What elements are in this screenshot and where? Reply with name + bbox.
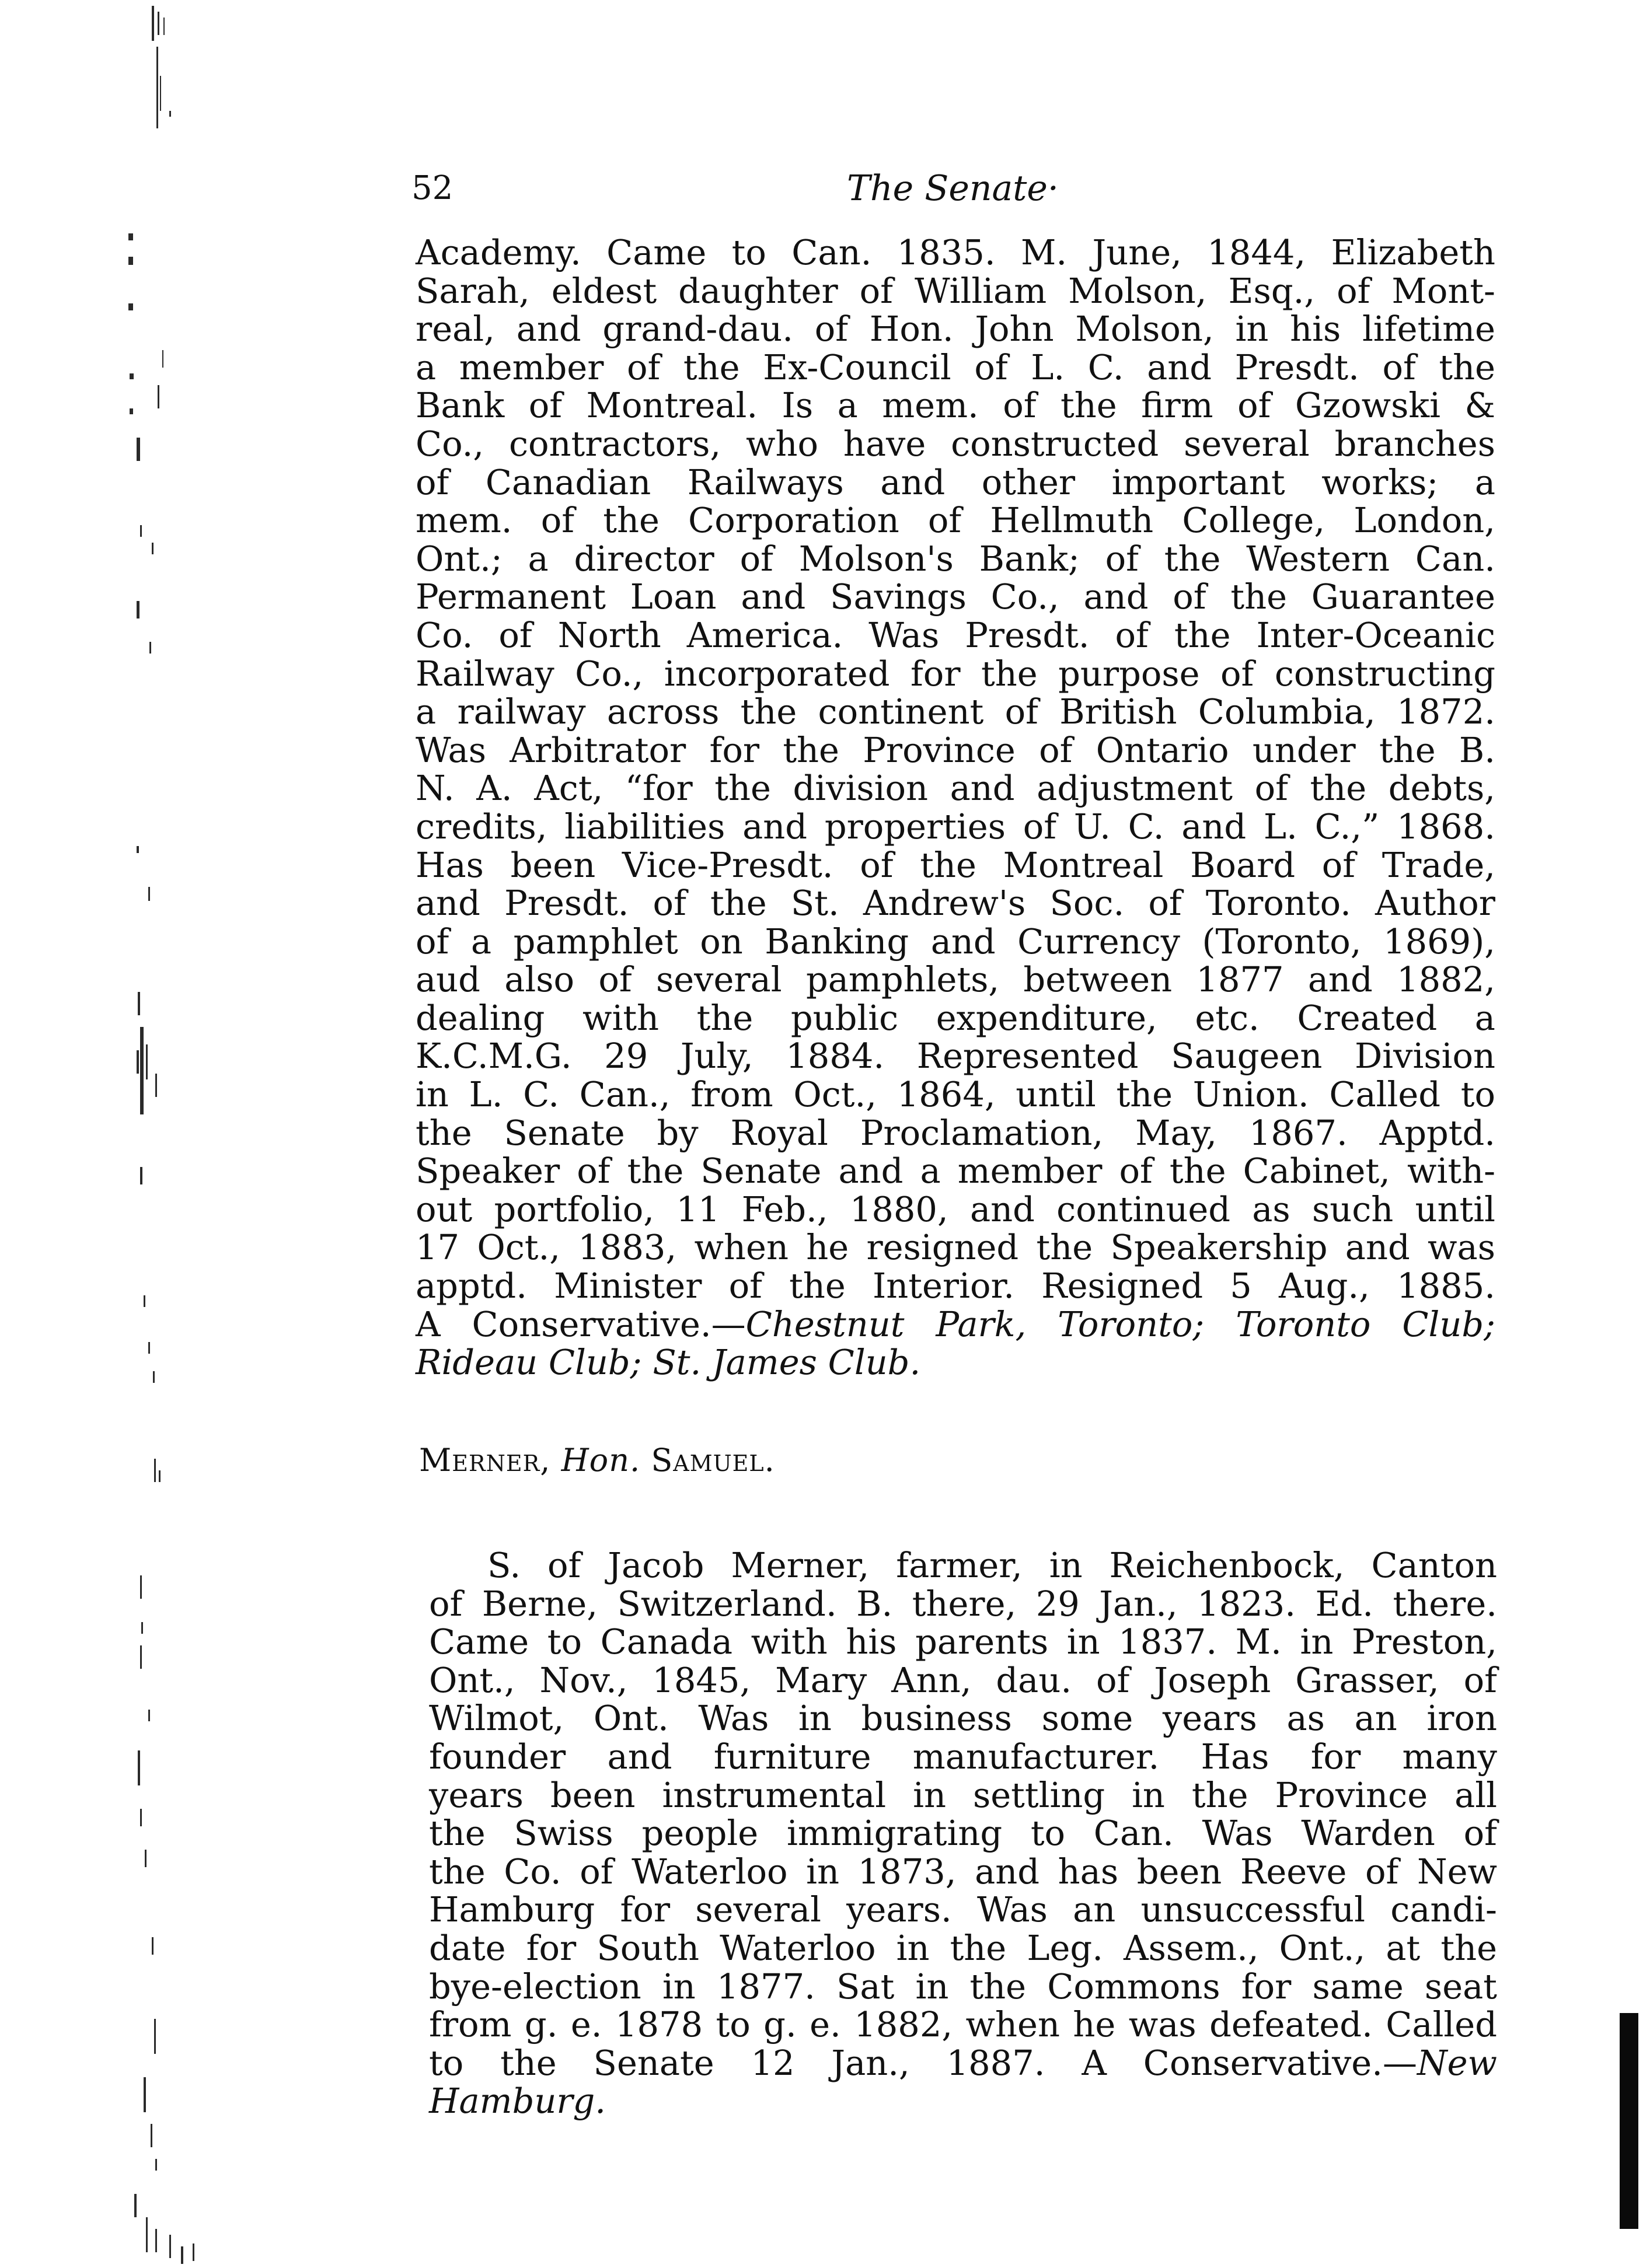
text-line: a railway across the continent of British Columbia, 1872. — [416, 691, 1495, 732]
text-line-with-italic-tail — [416, 1305, 1495, 1344]
text-line: credits, liabilities and properties of U. C. and L. C.,” 1868. — [416, 806, 1495, 847]
text-line: out portfolio, 11 Feb., 1880, and continued as such until — [416, 1189, 1495, 1229]
text-segment: A Conservative.— — [416, 1304, 746, 1344]
text-line: Co., contractors, who have constructed several branches — [416, 423, 1495, 464]
text-line: from g. e. 1878 to g. e. 1882, when he was defeated. Called — [429, 2004, 1497, 2045]
text-line: Bank of Montreal. Is a mem. of the firm of Gzowski & — [416, 385, 1495, 426]
text-line: Sarah, eldest daughter of William Molson, Esq., of Mont- — [416, 270, 1495, 311]
text-line: Wilmot, Ont. Was in business some years as an iron — [429, 1698, 1497, 1739]
text-line: Ont.; a director of Molson's Bank; of the Western Can. — [416, 538, 1495, 579]
text-line: Speaker of the Senate and a member of the Cabinet, with- — [416, 1151, 1495, 1191]
entry-given-name: Samuel. — [651, 1442, 775, 1479]
page-number: 52 — [411, 169, 454, 207]
text-line: S. of Jacob Merner, farmer, in Reichenbock, Canton — [487, 1545, 1497, 1585]
text-line: Academy. Came to Can. 1835. M. June, 1844, Elizabeth — [416, 232, 1495, 272]
scan-edge-bar — [1620, 2013, 1638, 2229]
text-line: the Co. of Waterloo in 1873, and has been Reeve of New — [429, 1851, 1497, 1892]
text-line: the Senate by Royal Proclamation, May, 1867. Apptd. — [416, 1112, 1495, 1153]
entry-heading — [419, 1440, 775, 1481]
text-line: Hamburg for several years. Was an unsuccessful candi- — [429, 1889, 1497, 1930]
text-line-with-italic-tail — [429, 2044, 1497, 2082]
text-line-last — [429, 2082, 1497, 2120]
text-line: Has been Vice-Presdt. of the Montreal Board of Trade, — [416, 844, 1495, 885]
text-line: of a pamphlet on Banking and Currency (Toronto, 1869), — [416, 921, 1495, 962]
residence-continued: Hamburg. — [429, 2081, 606, 2122]
text-line: the Swiss people immigrating to Can. Was Warden of — [429, 1813, 1497, 1854]
text-line: founder and furniture manufacturer. Has for many — [429, 1736, 1497, 1777]
running-head: The Senate· — [847, 168, 1059, 209]
text-line: N. A. Act, “for the division and adjustment of the debts, — [416, 768, 1495, 809]
text-line: 17 Oct., 1883, when he resigned the Speakership and was — [416, 1227, 1495, 1268]
text-line: and Presdt. of the St. Andrew's Soc. of Toronto. Author — [416, 883, 1495, 924]
text-line-last — [416, 1343, 1495, 1382]
entry-surname: Merner, — [419, 1442, 551, 1479]
entry-title: Hon. — [561, 1442, 641, 1479]
text-line: Permanent Loan and Savings Co., and of the Guarantee — [416, 576, 1495, 617]
text-line: of Berne, Switzerland. B. there, 29 Jan., 1823. Ed. there. — [429, 1583, 1497, 1624]
text-line: of Canadian Railways and other important works; a — [416, 462, 1495, 502]
biography-paragraph — [416, 233, 1495, 1382]
residence: New — [1417, 2042, 1497, 2083]
text-line: in L. C. Can., from Oct., 1864, until the Union. Called to — [416, 1074, 1495, 1115]
text-line: Was Arbitrator for the Province of Ontario under the B. — [416, 729, 1495, 770]
text-line: Co. of North America. Was Presdt. of the Inter-Oceanic — [416, 614, 1495, 655]
text-line: real, and grand-dau. of Hon. John Molson, in his lifetime — [416, 309, 1495, 350]
text-line: apptd. Minister of the Interior. Resigned 5 Aug., 1885. — [416, 1266, 1495, 1306]
biography-entry-continued — [416, 233, 1495, 1382]
text-line: years been instrumental in settling in the Province all — [429, 1774, 1497, 1815]
text-line: Ont., Nov., 1845, Mary Ann, dau. of Joseph Grasser, of — [429, 1659, 1497, 1700]
page-header — [411, 162, 1494, 215]
text-line: aud also of several pamphlets, between 1877 and 1882, — [416, 959, 1495, 1000]
text-line: Railway Co., incorporated for the purpose of constructing — [416, 653, 1495, 694]
text-segment: to the Senate 12 Jan., 1887. A Conservative.— — [429, 2042, 1417, 2083]
text-line: date for South Waterloo in the Leg. Assem., Ont., at the — [429, 1927, 1497, 1968]
residence-and-clubs: Chestnut Park, Toronto; Toronto Club; — [745, 1304, 1496, 1344]
text-line: Came to Canada with his parents in 1837. M. in Preston, — [429, 1622, 1497, 1662]
text-line: K.C.M.G. 29 July, 1884. Represented Saugeen Division — [416, 1036, 1495, 1077]
text-line: bye-election in 1877. Sat in the Commons for same seat — [429, 1966, 1497, 2007]
scan-margin-specks — [88, 0, 239, 2268]
biography-entry — [429, 1546, 1497, 2120]
text-line: dealing with the public expenditure, etc. Created a — [416, 997, 1495, 1038]
biography-paragraph — [429, 1546, 1497, 2120]
text-line: a member of the Ex-Council of L. C. and Presdt. of the — [416, 347, 1495, 387]
residence-and-clubs-continued: Rideau Club; St. James Club. — [416, 1342, 921, 1383]
text-line: mem. of the Corporation of Hellmuth College, London, — [416, 500, 1495, 541]
